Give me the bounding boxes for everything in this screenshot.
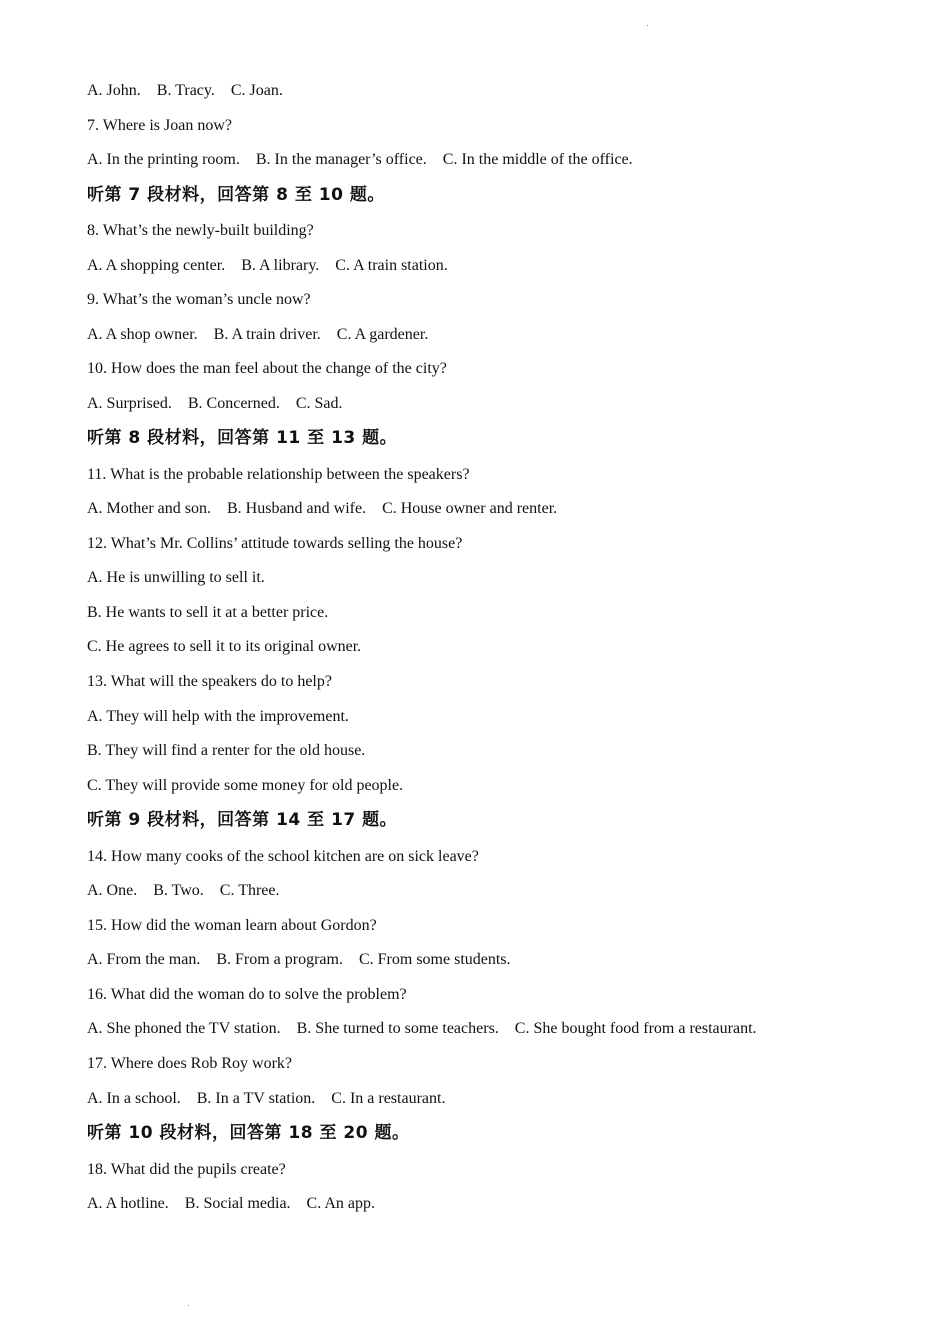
question-line: 7. Where is Joan now? bbox=[87, 117, 232, 134]
option-line: B. He wants to sell it at a better price. bbox=[87, 604, 329, 621]
question-line: 14. How many cooks of the school kitchen are on sick leave? bbox=[87, 848, 479, 865]
option-line: A. From the man. B. From a program. C. From some students. bbox=[87, 951, 511, 968]
question-line: 11. What is the probable relationship between the speakers? bbox=[87, 466, 470, 483]
option-line: A. Mother and son. B. Husband and wife. C. House owner and renter. bbox=[87, 500, 558, 517]
question-line: 17. Where does Rob Roy work? bbox=[87, 1055, 292, 1072]
option-line: B. They will find a renter for the old house. bbox=[87, 742, 366, 759]
question-line: 8. What’s the newly-built building? bbox=[87, 222, 314, 239]
section-heading: 听第 10 段材料，回答第 18 至 20 题。 bbox=[87, 1123, 410, 1143]
question-line: 10. How does the man feel about the change of the city? bbox=[87, 360, 447, 377]
option-line: C. They will provide some money for old people. bbox=[87, 777, 404, 794]
question-line: 16. What did the woman do to solve the problem? bbox=[87, 986, 407, 1003]
option-line: C. He agrees to sell it to its original owner. bbox=[87, 638, 362, 655]
option-line: A. Surprised. B. Concerned. C. Sad. bbox=[87, 395, 343, 412]
option-line: A. He is unwilling to sell it. bbox=[87, 569, 265, 586]
question-line: 18. What did the pupils create? bbox=[87, 1161, 286, 1178]
section-heading: 听第 8 段材料，回答第 11 至 13 题。 bbox=[87, 428, 398, 448]
option-line: A. She phoned the TV station. B. She turned to some teachers. C. She bought food from a restaurant. bbox=[87, 1020, 757, 1037]
question-line: 15. How did the woman learn about Gordon? bbox=[87, 917, 377, 934]
scan-speck-bottom bbox=[188, 1305, 189, 1306]
option-line: A. In the printing room. B. In the manager’s office. C. In the middle of the office. bbox=[87, 151, 633, 168]
option-line: A. A shop owner. B. A train driver. C. A gardener. bbox=[87, 326, 429, 343]
section-heading: 听第 7 段材料，回答第 8 至 10 题。 bbox=[87, 185, 385, 205]
question-line: 9. What’s the woman’s uncle now? bbox=[87, 291, 311, 308]
option-line: A. A hotline. B. Social media. C. An app. bbox=[87, 1195, 375, 1212]
option-line: A. In a school. B. In a TV station. C. In a restaurant. bbox=[87, 1090, 446, 1107]
option-line: A. They will help with the improvement. bbox=[87, 708, 349, 725]
scan-speck-top bbox=[647, 25, 648, 26]
option-line: A. A shopping center. B. A library. C. A train station. bbox=[87, 257, 448, 274]
question-line: 13. What will the speakers do to help? bbox=[87, 673, 332, 690]
option-line: A. One. B. Two. C. Three. bbox=[87, 882, 280, 899]
section-heading: 听第 9 段材料，回答第 14 至 17 题。 bbox=[87, 810, 398, 830]
option-line: A. John. B. Tracy. C. Joan. bbox=[87, 82, 283, 99]
question-line: 12. What’s Mr. Collins’ attitude towards selling the house? bbox=[87, 535, 463, 552]
